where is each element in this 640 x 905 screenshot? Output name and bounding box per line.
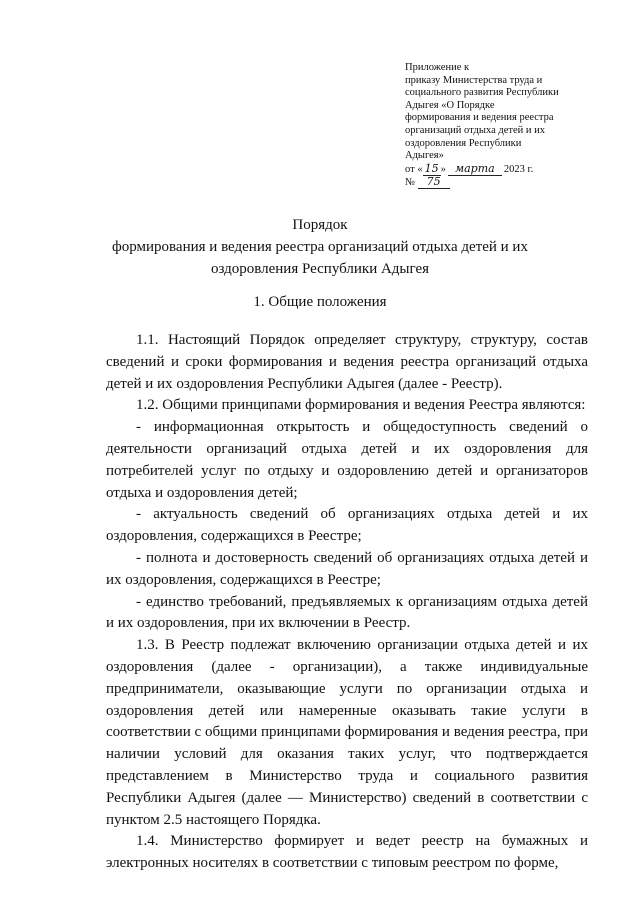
document-title: Порядок	[292, 217, 348, 233]
date-prefix: от «	[405, 163, 423, 175]
order-number	[405, 176, 605, 190]
paragraph: - полнота и достоверность сведений об организациях отдыха детей и их оздоровления, содержащихся в Реестре;	[106, 549, 588, 588]
number-value: 75	[418, 176, 450, 189]
paragraph: 1.3. В Реестр подлежат включению организации отдыха детей и их оздоровления (далее - организации), а также индивидуальные предприниматели, оказывающие услуги по организации отдыха и оздоровления детей или намеренные оказывать такие услуги в соответствии с общими принципами формирования и ведения реестра, при наличии условий для оказания таких услуг, что подтверждается представлением в Министерство труда и социального развития Республики Адыгея (далее — Министерство) сведений в соответствии с пунктом 2.5 настоящего Порядка.	[106, 637, 588, 828]
document-subtitle-line: формирования и ведения реестра организаций отдыха детей и их	[112, 239, 528, 255]
appendix-line: социального развития Республики	[405, 87, 559, 99]
date-month: марта	[448, 163, 502, 176]
appendix-line: Приложение к	[405, 62, 470, 73]
date-mid: »	[440, 163, 446, 175]
date-day: 15	[424, 161, 439, 175]
appendix-line: Адыгея «О Порядке	[405, 99, 495, 111]
appendix-line: оздоровления Республики	[405, 137, 522, 149]
paragraph: - информационная открытость и общедоступность сведений о деятельности организаций отдыха детей и их оздоровления для потребителей услуг по отдыху и оздоровлению детей и организаторов отдыха и оздоровления детей;	[106, 419, 588, 501]
appendix-block	[405, 62, 605, 190]
order-date	[405, 163, 605, 177]
document-subtitle-line: оздоровления Республики Адыгея	[210, 261, 430, 277]
paragraph: - единство требований, предъявляемых к организациям отдыха детей и их оздоровления, при их включении в Реестр.	[106, 593, 588, 632]
document-body	[106, 330, 588, 875]
paragraph: 1.2. Общими принципами формирования и ведения Реестра являются:	[136, 397, 586, 414]
appendix-line: организаций отдыха детей и их	[405, 124, 545, 136]
paragraph: 1.4. Министерство формирует и ведет реестр на бумажных и электронных носителях в соответствии с типовым реестром по форме,	[106, 833, 588, 872]
appendix-line: формирования и ведения реестра	[405, 112, 554, 124]
paragraph: 1.1. Настоящий Порядок определяет структуру, структуру, состав сведений и сроки формирования и ведения реестра организаций отдыха детей и их оздоровления Республики Адыгея (далее - Реестр).	[106, 332, 588, 392]
section-heading: 1. Общие положения	[253, 294, 387, 310]
appendix-line: приказу Министерства труда и	[405, 74, 543, 86]
paragraph: - актуальность сведений об организациях отдыха детей и их оздоровления, содержащихся в Реестре;	[106, 506, 588, 545]
date-year: 2023 г.	[503, 163, 534, 175]
appendix-line: Адыгея»	[405, 150, 444, 162]
number-prefix: №	[405, 177, 416, 189]
